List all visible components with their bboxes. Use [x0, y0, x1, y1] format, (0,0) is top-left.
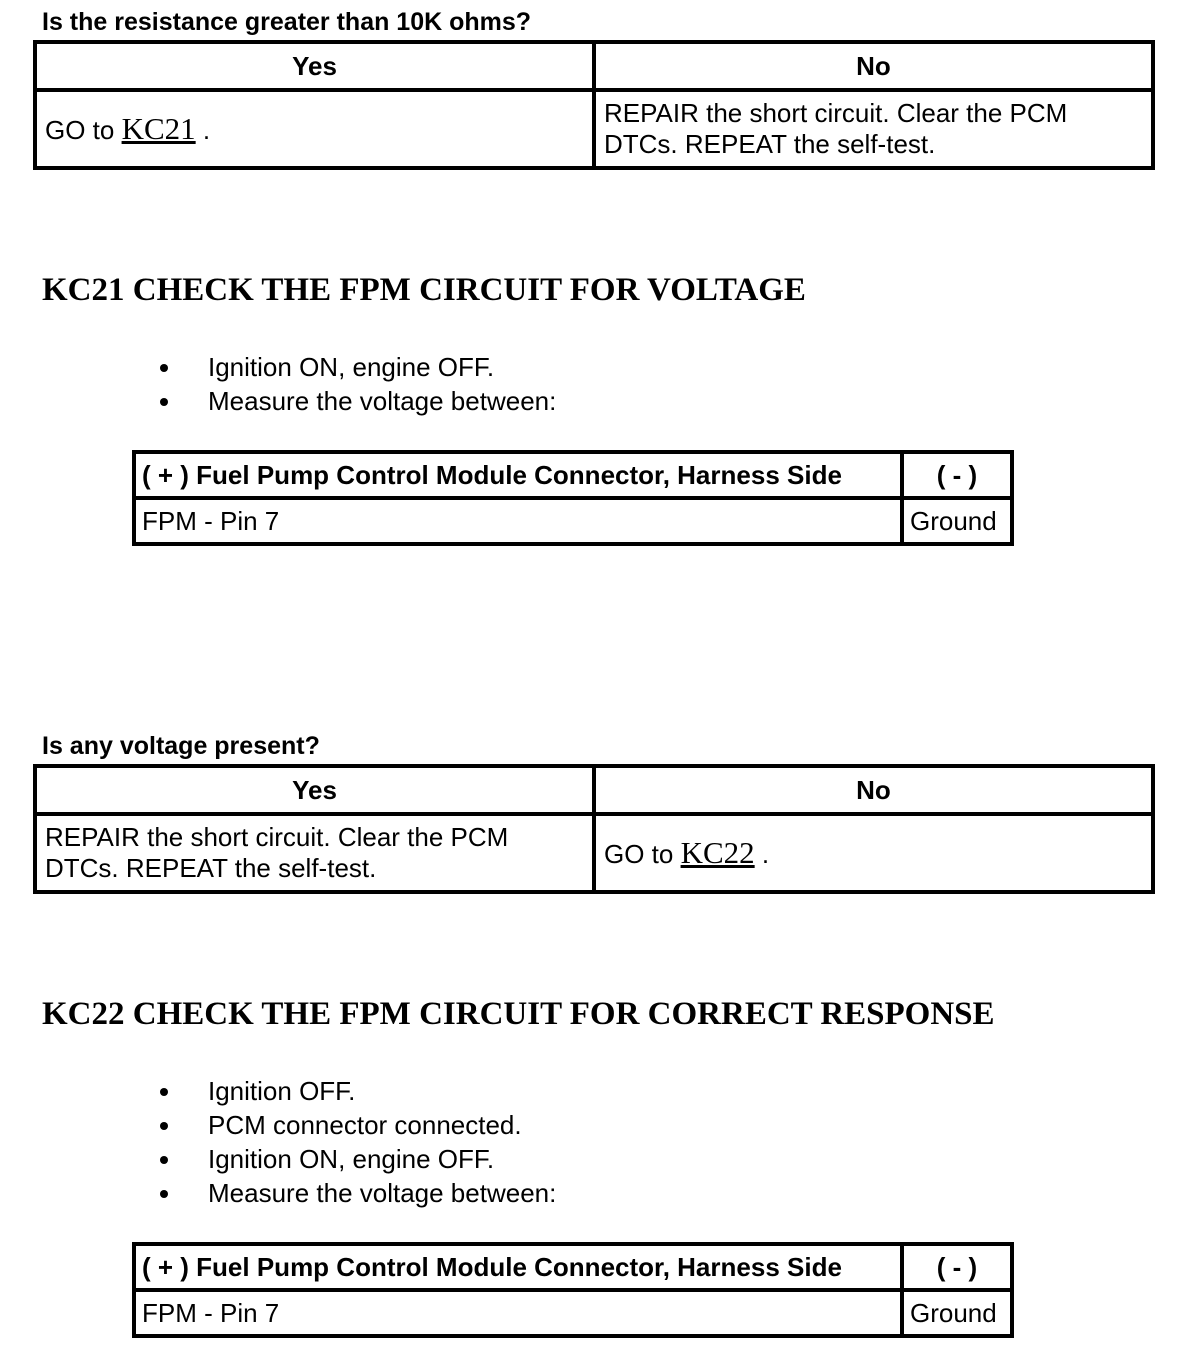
list-item: Ignition ON, engine OFF. [160, 350, 556, 384]
no-header: No [594, 766, 1153, 814]
yes-cell [35, 90, 594, 168]
list-item: PCM connector connected. [160, 1108, 556, 1142]
yes-text-line2: DTCs. REPEAT the self-test. [45, 853, 377, 883]
no-prefix: GO to [604, 838, 681, 869]
list-item: Measure the voltage between: [160, 384, 556, 418]
no-header: No [594, 42, 1153, 90]
pos-value: FPM - Pin 7 [134, 1290, 902, 1336]
yes-header: Yes [35, 766, 594, 814]
kc22-link[interactable]: KC22 [680, 834, 755, 870]
yes-header: Yes [35, 42, 594, 90]
resistance-question: Is the resistance greater than 10K ohms? [42, 8, 532, 36]
list-item: Ignition ON, engine OFF. [160, 1142, 556, 1176]
pos-header: ( + ) Fuel Pump Control Module Connector, Harness Side [134, 452, 902, 498]
kc21-measure-table [132, 450, 1014, 546]
yes-cell [35, 814, 594, 892]
kc22-measure-table [132, 1242, 1014, 1338]
kc21-steps [160, 350, 556, 418]
neg-value: Ground [902, 498, 1012, 544]
resistance-answer-table [33, 40, 1155, 170]
list-item: Measure the voltage between: [160, 1176, 556, 1210]
no-cell [594, 90, 1153, 168]
pos-value: FPM - Pin 7 [134, 498, 902, 544]
yes-prefix: GO to [45, 114, 122, 145]
no-text-line2: DTCs. REPEAT the self-test. [604, 129, 936, 159]
voltage-question: Is any voltage present? [42, 732, 320, 760]
no-cell [594, 814, 1153, 892]
neg-header: ( - ) [902, 1244, 1012, 1290]
no-text-line1: REPAIR the short circuit. Clear the PCM [604, 98, 1068, 128]
yes-suffix: . [195, 114, 211, 145]
no-suffix: . [754, 838, 770, 869]
kc22-heading: KC22 CHECK THE FPM CIRCUIT FOR CORRECT RESPONSE [42, 996, 995, 1032]
kc21-heading: KC21 CHECK THE FPM CIRCUIT FOR VOLTAGE [42, 272, 806, 308]
list-item: Ignition OFF. [160, 1074, 556, 1108]
kc22-steps [160, 1074, 556, 1210]
voltage-answer-table [33, 764, 1155, 894]
neg-value: Ground [902, 1290, 1012, 1336]
yes-text-line1: REPAIR the short circuit. Clear the PCM [45, 822, 509, 852]
kc21-link[interactable]: KC21 [121, 110, 196, 146]
neg-header: ( - ) [902, 452, 1012, 498]
pos-header: ( + ) Fuel Pump Control Module Connector, Harness Side [134, 1244, 902, 1290]
